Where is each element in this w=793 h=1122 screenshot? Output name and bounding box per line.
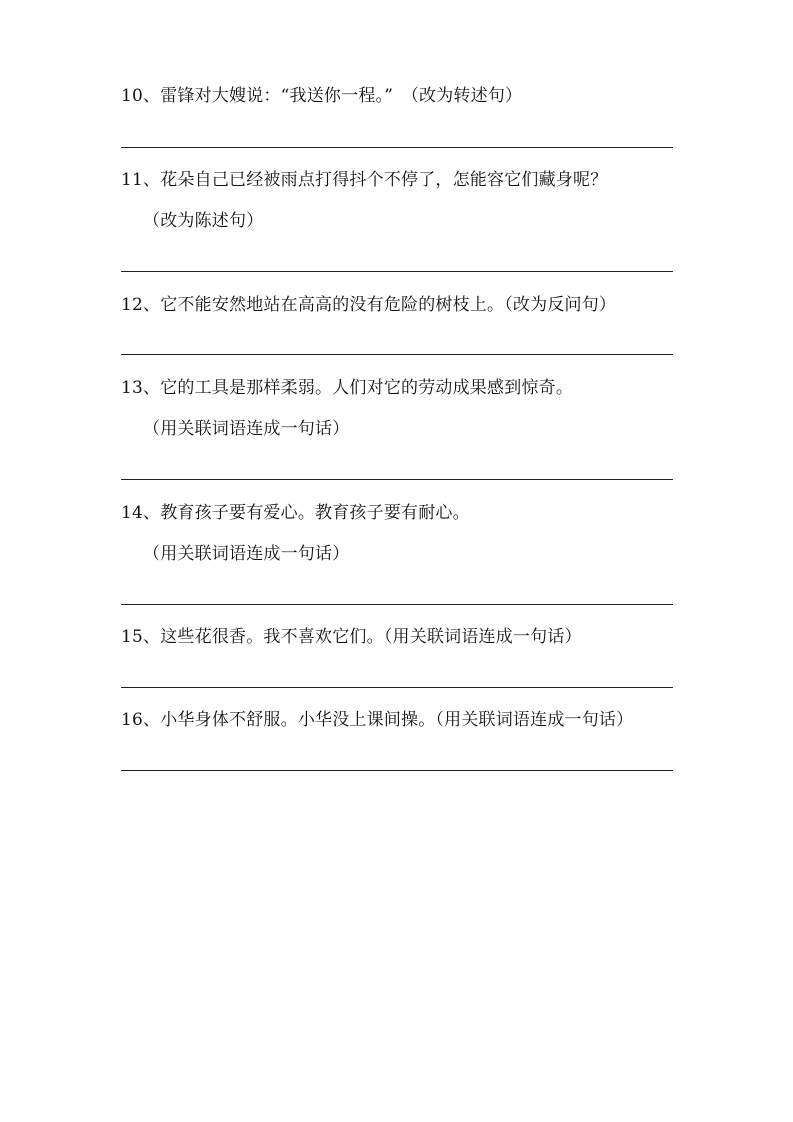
answer-line-13[interactable] [121,479,673,480]
answer-line-12[interactable] [121,354,673,355]
question-16-text: 16、小华身体不舒服。小华没上课间操。（用关联词语连成一句话） [121,710,634,730]
question-12-text: 12、它不能安然地站在高高的没有危险的树枝上。（改为反问句） [121,295,617,315]
question-15-text: 15、这些花很香。我不喜欢它们。（用关联词语连成一句话） [121,627,582,647]
question-10-text: 10、雷锋对大嫂说：“我送你一程。” （改为转述句） [121,86,523,106]
question-14-instruction: （用关联词语连成一句话） [143,544,350,564]
question-11-text: 11、花朵自己已经被雨点打得抖个不停了，怎能容它们藏身呢？ [121,170,608,190]
answer-line-14[interactable] [121,604,673,605]
question-13-text: 13、它的工具是那样柔弱。人们对它的劳动成果感到惊奇。 [121,378,574,398]
question-11-instruction: （改为陈述句） [143,211,264,231]
answer-line-11[interactable] [121,271,673,272]
answer-line-15[interactable] [121,687,673,688]
answer-line-10[interactable] [121,147,673,148]
answer-line-16[interactable] [121,770,673,771]
question-14-text: 14、教育孩子要有爱心。教育孩子要有耐心。 [121,503,470,523]
question-13-instruction: （用关联词语连成一句话） [143,419,350,439]
